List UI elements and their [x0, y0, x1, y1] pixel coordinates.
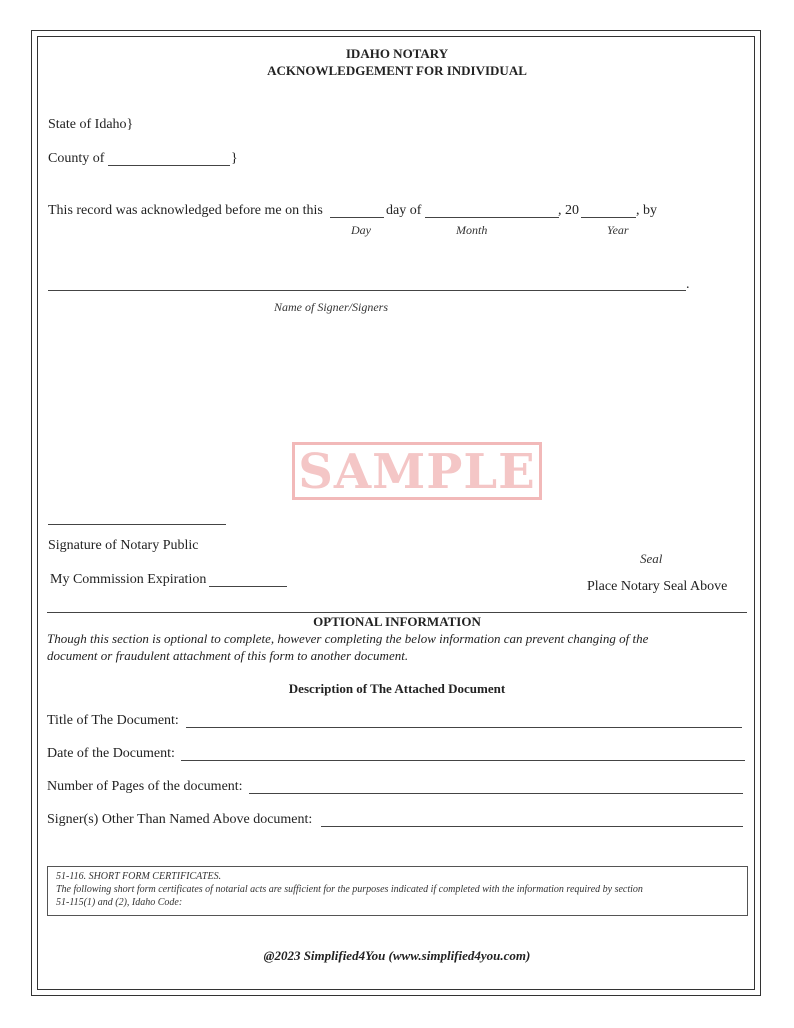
- county-close-brace: }: [231, 151, 238, 166]
- statute-line2: The following short form certificates of notarial acts are sufficient for the purposes indicated if completed with the information required by section: [56, 884, 643, 895]
- inner-border: [37, 36, 755, 990]
- county-label: County of: [48, 151, 105, 166]
- year-field[interactable]: [581, 217, 636, 218]
- document-title-field[interactable]: [186, 727, 742, 728]
- month-field[interactable]: [425, 217, 559, 218]
- state-label: State of Idaho}: [48, 117, 134, 132]
- acknowledgment-text: This record was acknowledged before me on this: [48, 203, 323, 218]
- statute-line3: 51-115(1) and (2), Idaho Code:: [56, 897, 183, 908]
- form-title-line2: ACKNOWLEDGEMENT FOR INDIVIDUAL: [267, 63, 527, 78]
- statute-line1: 51-116. SHORT FORM CERTIFICATES.: [56, 871, 222, 882]
- day-field[interactable]: [330, 217, 384, 218]
- document-date-field[interactable]: [181, 760, 745, 761]
- signer-period: .: [686, 277, 690, 292]
- optional-note-line2: document or fraudulent attachment of this form to another document.: [47, 648, 409, 663]
- signer-name-field[interactable]: [48, 290, 686, 291]
- optional-heading: OPTIONAL INFORMATION: [313, 614, 481, 629]
- other-signers-field[interactable]: [321, 826, 743, 827]
- caption-year: Year: [607, 223, 629, 237]
- seal-instruction: Place Notary Seal Above: [587, 579, 728, 594]
- page-count-field[interactable]: [249, 793, 743, 794]
- document-date-label: Date of the Document:: [47, 746, 175, 761]
- year-prefix-text: , 20: [558, 203, 579, 218]
- section-divider: [47, 612, 747, 613]
- statute-reference-box: [47, 866, 748, 916]
- description-subheading: Description of The Attached Document: [288, 681, 506, 696]
- sample-watermark: [292, 442, 542, 500]
- caption-signer: Name of Signer/Signers: [274, 300, 388, 314]
- document-title-label: Title of The Document:: [47, 713, 179, 728]
- optional-note-line1: Though this section is optional to complete, however completing the below information can prevent changing of the: [47, 631, 649, 646]
- sample-watermark-text: SAMPLE: [298, 444, 536, 500]
- caption-month: Month: [456, 223, 488, 237]
- commission-label: My Commission Expiration: [50, 572, 207, 587]
- commission-field[interactable]: [209, 586, 287, 587]
- form-title-line1: IDAHO NOTARY: [345, 46, 449, 61]
- statute-reference-text: [56, 870, 746, 909]
- caption-day: Day: [351, 223, 371, 237]
- page-count-label: Number of Pages of the document:: [47, 779, 243, 794]
- notary-signature-label: Signature of Notary Public: [48, 538, 199, 553]
- seal-caption: Seal: [640, 551, 663, 566]
- by-text: , by: [636, 203, 657, 218]
- other-signers-label: Signer(s) Other Than Named Above document:: [47, 812, 313, 827]
- day-of-text: day of: [386, 203, 422, 218]
- county-field[interactable]: [108, 165, 230, 166]
- copyright-footer: @2023 Simplified4You (www.simplified4you.com): [263, 948, 531, 963]
- notary-signature-field[interactable]: [48, 524, 226, 525]
